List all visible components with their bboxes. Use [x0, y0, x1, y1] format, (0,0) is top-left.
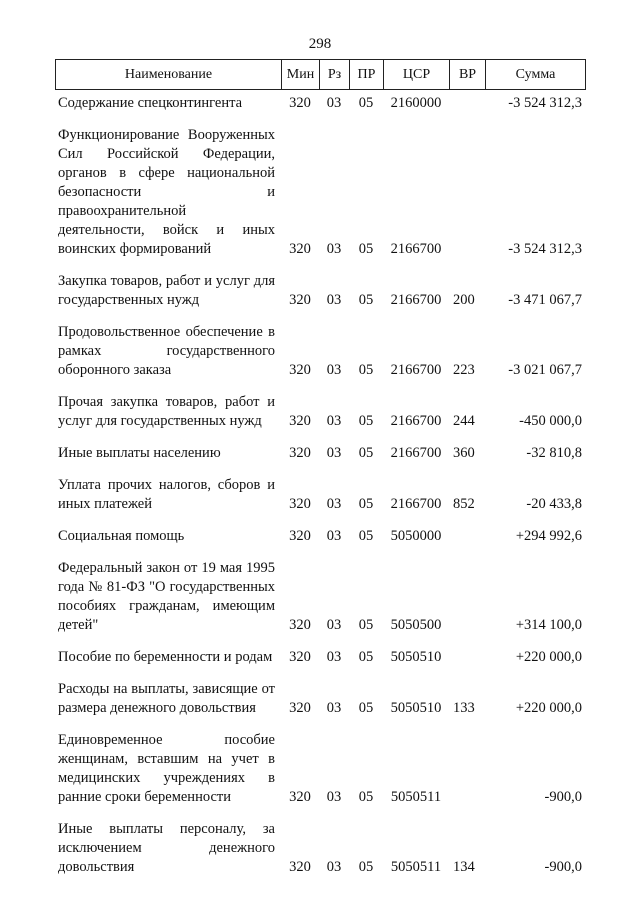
cell-csr: 5050511 — [390, 789, 442, 805]
cell-pr: 05 — [358, 95, 374, 111]
table-row — [55, 546, 585, 635]
cell-min: 320 — [289, 445, 311, 461]
cell-vr — [449, 718, 485, 807]
budget-table — [55, 90, 585, 877]
header-pr: ПР — [350, 60, 384, 90]
cell-vr: 134 — [453, 859, 475, 875]
cell-sum: +314 100,0 — [515, 617, 582, 633]
cell-name: Иные выплаты персоналу, за исключением денежного довольствия — [58, 821, 275, 875]
header-min: Мин — [282, 60, 320, 90]
table-row — [55, 310, 585, 380]
cell-vr: 360 — [453, 445, 475, 461]
table-row — [55, 635, 585, 667]
header-name: Наименование — [56, 60, 282, 90]
cell-csr: 2166700 — [390, 292, 442, 308]
cell-rz: 03 — [326, 789, 342, 805]
table-row — [55, 463, 585, 514]
cell-vr — [449, 113, 485, 259]
cell-csr: 2166700 — [390, 413, 442, 429]
cell-rz: 03 — [326, 496, 342, 512]
cell-rz: 03 — [326, 700, 342, 716]
cell-name: Прочая закупка товаров, работ и услуг для государственных нужд — [58, 394, 275, 429]
cell-name: Расходы на выплаты, зависящие от размера денежного довольствия — [58, 681, 275, 716]
table-row — [55, 807, 585, 877]
cell-min: 320 — [289, 649, 311, 665]
cell-vr — [449, 546, 485, 635]
cell-sum: +220 000,0 — [515, 700, 582, 716]
cell-vr — [449, 90, 485, 113]
cell-min: 320 — [289, 859, 311, 875]
cell-pr: 05 — [358, 859, 374, 875]
cell-name: Единовременное пособие женщинам, вставшим на учет в медицинских учреждениях в ранние сроки беременности — [58, 732, 275, 805]
header-csr: ЦСР — [384, 60, 450, 90]
cell-rz: 03 — [326, 292, 342, 308]
cell-name: Иные выплаты населению — [58, 445, 221, 461]
header-vr: ВР — [450, 60, 486, 90]
header-rz: Рз — [320, 60, 350, 90]
cell-rz: 03 — [326, 362, 342, 378]
cell-min: 320 — [289, 413, 311, 429]
cell-min: 320 — [289, 617, 311, 633]
cell-csr: 2166700 — [390, 241, 442, 257]
cell-csr: 5050510 — [390, 649, 442, 665]
cell-vr: 852 — [453, 496, 475, 512]
cell-rz: 03 — [326, 241, 342, 257]
cell-sum: -3 524 312,3 — [508, 241, 582, 257]
cell-min: 320 — [289, 362, 311, 378]
cell-csr: 2166700 — [390, 496, 442, 512]
cell-csr: 5050511 — [390, 859, 442, 875]
cell-csr: 5050510 — [390, 700, 442, 716]
table-row — [55, 259, 585, 310]
table-row — [55, 380, 585, 431]
cell-min: 320 — [289, 95, 311, 111]
cell-sum: +294 992,6 — [515, 528, 582, 544]
cell-vr: 133 — [453, 700, 475, 716]
cell-pr: 05 — [358, 241, 374, 257]
cell-min: 320 — [289, 528, 311, 544]
cell-pr: 05 — [358, 292, 374, 308]
cell-rz: 03 — [326, 859, 342, 875]
cell-vr: 200 — [453, 292, 475, 308]
cell-pr: 05 — [358, 700, 374, 716]
cell-rz: 03 — [326, 95, 342, 111]
cell-sum: -20 433,8 — [526, 496, 582, 512]
cell-sum: -3 524 312,3 — [508, 95, 582, 111]
cell-pr: 05 — [358, 789, 374, 805]
cell-min: 320 — [289, 292, 311, 308]
cell-rz: 03 — [326, 617, 342, 633]
cell-sum: -3 471 067,7 — [508, 292, 582, 308]
cell-sum: -900,0 — [544, 859, 582, 875]
cell-vr — [449, 514, 485, 546]
cell-name: Закупка товаров, работ и услуг для государственных нужд — [58, 273, 275, 308]
cell-min: 320 — [289, 789, 311, 805]
cell-pr: 05 — [358, 362, 374, 378]
cell-name: Продовольственное обеспечение в рамках государственного оборонного заказа — [58, 324, 275, 378]
cell-min: 320 — [289, 241, 311, 257]
table-row — [55, 667, 585, 718]
cell-name: Содержание спецконтингента — [58, 95, 243, 111]
header-sum: Сумма — [486, 60, 586, 90]
cell-csr: 5050000 — [390, 528, 442, 544]
cell-rz: 03 — [326, 445, 342, 461]
cell-sum: +220 000,0 — [515, 649, 582, 665]
cell-pr: 05 — [358, 649, 374, 665]
cell-sum: -450 000,0 — [519, 413, 582, 429]
cell-rz: 03 — [326, 528, 342, 544]
cell-pr: 05 — [358, 496, 374, 512]
cell-min: 320 — [289, 496, 311, 512]
cell-pr: 05 — [358, 528, 374, 544]
cell-sum: -32 810,8 — [526, 445, 582, 461]
table-row — [55, 113, 585, 259]
table-row — [55, 514, 585, 546]
cell-vr — [449, 635, 485, 667]
cell-name: Федеральный закон от 19 мая 1995 года № 81-ФЗ "О государственных пособиях гражданам, имеющим детей" — [58, 560, 275, 633]
cell-vr: 244 — [453, 413, 475, 429]
cell-sum: -900,0 — [544, 789, 582, 805]
cell-csr: 2166700 — [390, 362, 442, 378]
table-row — [55, 90, 585, 113]
table-row — [55, 431, 585, 463]
cell-csr: 5050500 — [390, 617, 442, 633]
table-body — [55, 90, 585, 877]
cell-name: Социальная помощь — [58, 528, 185, 544]
cell-vr: 223 — [453, 362, 475, 378]
cell-min: 320 — [289, 700, 311, 716]
cell-rz: 03 — [326, 413, 342, 429]
cell-name: Функционирование Вооруженных Сил Российской Федерации, органов в сфере национальной безопасности и правоохранительной деятельности, войск и иных воинских формирований — [58, 127, 275, 257]
cell-csr: 2166700 — [390, 445, 442, 461]
cell-pr: 05 — [358, 445, 374, 461]
cell-sum: -3 021 067,7 — [508, 362, 582, 378]
cell-rz: 03 — [326, 649, 342, 665]
cell-name: Уплата прочих налогов, сборов и иных платежей — [58, 477, 275, 512]
cell-pr: 05 — [358, 413, 374, 429]
table-header — [55, 59, 586, 90]
table-row — [55, 718, 585, 807]
page-number: 298 — [308, 36, 332, 52]
cell-csr: 2160000 — [390, 95, 442, 111]
cell-pr: 05 — [358, 617, 374, 633]
cell-name: Пособие по беременности и родам — [58, 649, 273, 665]
